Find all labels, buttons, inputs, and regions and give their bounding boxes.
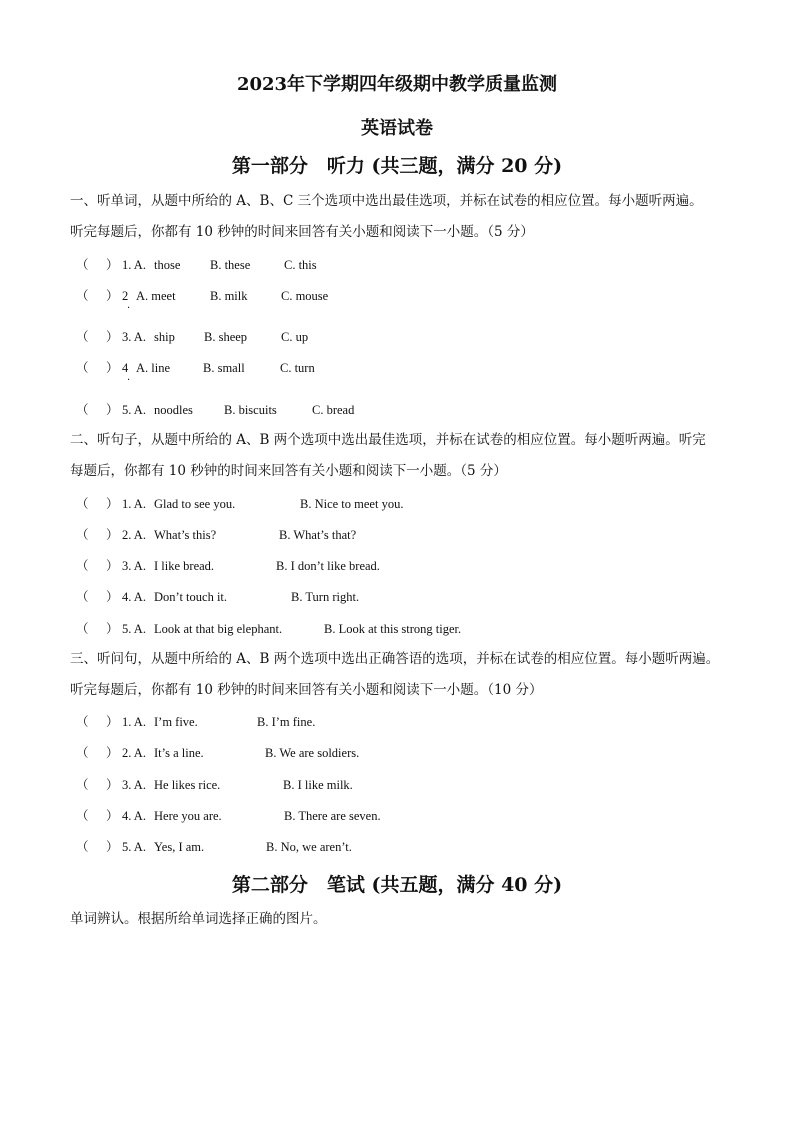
answer-paren-open: （	[76, 590, 89, 604]
answer-paren-close: ）	[106, 559, 119, 573]
section2-instruction-line1: 二、听句子，从题中所给的 A、B 两个选项中选出最佳选项，并标在试卷的相应位置。每小题听两遍。听完	[70, 432, 706, 448]
answer-paren-open: （	[76, 746, 89, 760]
option-a: Here you are.	[154, 809, 222, 823]
option-c: C. turn	[280, 361, 315, 375]
answer-paren-open: （	[76, 840, 89, 854]
option-b: B. We are soldiers.	[265, 746, 360, 760]
question-number: 5. A.	[122, 622, 146, 636]
s1-question-4	[76, 358, 756, 378]
section1-instruction-line1: 一、听单词，从题中所给的 A、B、C 三个选项中选出最佳选项，并标在试卷的相应位置。每小题听两遍。	[70, 193, 703, 209]
answer-paren-open: （	[76, 403, 89, 417]
dot-mark: ·	[127, 303, 131, 314]
s1-question-3	[76, 327, 756, 347]
question-number: 2	[122, 289, 129, 303]
answer-paren-open: （	[76, 528, 89, 542]
s3-question-3	[76, 775, 756, 795]
answer-paren-open: （	[76, 361, 89, 375]
option-b: B. these	[210, 258, 251, 272]
option-b: B. small	[203, 361, 245, 375]
option-a: He likes rice.	[154, 778, 221, 792]
dot-mark: ·	[127, 375, 131, 386]
section1-instruction-line2: 听完每题后，你都有 10 秒钟的时间来回答有关小题和阅读下一小题。（5 分）	[70, 224, 534, 240]
option-c: C. up	[281, 330, 309, 344]
question-number: 2. A.	[122, 528, 146, 542]
option-a: those	[154, 258, 181, 272]
question-number: 3. A.	[122, 778, 146, 792]
s1-question-2	[76, 286, 756, 306]
option-a: Don’t touch it.	[154, 590, 228, 604]
option-b: B. sheep	[204, 330, 248, 344]
option-b: B. I’m fine.	[257, 715, 316, 729]
answer-paren-close: ）	[106, 258, 119, 272]
s1-question-5	[76, 400, 756, 420]
answer-paren-close: ）	[106, 330, 119, 344]
s2-question-3	[76, 556, 756, 576]
option-a: Yes, I am.	[154, 840, 205, 854]
question-number: 1. A.	[122, 497, 146, 511]
answer-paren-close: ）	[106, 403, 119, 417]
option-b: B. No, we aren’t.	[266, 840, 352, 854]
answer-paren-close: ）	[106, 715, 119, 729]
answer-paren-open: （	[76, 809, 89, 823]
s2-question-2	[76, 525, 756, 545]
option-b: B. I like milk.	[283, 778, 353, 792]
option-a: Glad to see you.	[154, 497, 236, 511]
answer-paren-open: （	[76, 497, 89, 511]
s3-question-1	[76, 712, 756, 732]
option-c: C. mouse	[281, 289, 329, 303]
option-b: B. Look at this strong tiger.	[324, 622, 462, 636]
answer-paren-close: ）	[106, 778, 119, 792]
answer-paren-open: （	[76, 622, 89, 636]
question-number: 4. A.	[122, 590, 146, 604]
option-a: noodles	[154, 403, 193, 417]
option-b: B. There are seven.	[284, 809, 381, 823]
question-number: 5. A.	[122, 840, 146, 854]
option-a: It’s a line.	[154, 746, 204, 760]
s2-question-5	[76, 619, 756, 639]
option-a: Look at that big elephant.	[154, 622, 283, 636]
option-b: B. milk	[210, 289, 248, 303]
question-number: 2. A.	[122, 746, 146, 760]
option-a: I’m five.	[154, 715, 198, 729]
s1-question-1	[76, 255, 756, 275]
exam-title: 2023年下学期四年级期中教学质量监测	[236, 74, 558, 95]
answer-paren-close: ）	[106, 840, 119, 854]
s3-question-4	[76, 806, 756, 826]
answer-paren-open: （	[76, 258, 89, 272]
section3-instruction-line1: 三、听问句，从题中所给的 A、B 两个选项中选出正确答语的选项，并标在试卷的相应位置。每小题听两遍。	[70, 651, 720, 667]
s3-question-5	[76, 837, 756, 857]
option-b: B. I don’t like bread.	[276, 559, 380, 573]
option-b: B. What’s that?	[279, 528, 357, 542]
part1-heading: 第一部分 听力 (共三题，满分 20 分)	[231, 155, 563, 177]
option-b: B. Nice to meet you.	[300, 497, 404, 511]
exam-subtitle: 英语试卷	[361, 118, 433, 139]
question-number: 4	[122, 361, 129, 375]
question-number: 3. A.	[122, 559, 146, 573]
answer-paren-close: ）	[106, 746, 119, 760]
answer-paren-close: ）	[106, 289, 119, 303]
answer-paren-open: （	[76, 559, 89, 573]
answer-paren-open: （	[76, 330, 89, 344]
option-a: ship	[154, 330, 175, 344]
option-a: What’s this?	[154, 528, 217, 542]
part2-section1-instruction: 单词辨认。根据所给单词选择正确的图片。	[70, 911, 327, 927]
option-a: A. line	[136, 361, 171, 375]
question-number: 5. A.	[122, 403, 146, 417]
option-b: B. Turn right.	[291, 590, 360, 604]
answer-paren-close: ）	[106, 361, 119, 375]
s2-question-1	[76, 494, 756, 514]
question-number: 3. A.	[122, 330, 146, 344]
answer-paren-close: ）	[106, 590, 119, 604]
section3-instruction-line2: 听完每题后，你都有 10 秒钟的时间来回答有关小题和阅读下一小题。（10 分）	[70, 682, 543, 698]
option-a: A. meet	[136, 289, 176, 303]
answer-paren-close: ）	[106, 497, 119, 511]
question-number: 1. A.	[122, 258, 146, 272]
option-c: C. this	[284, 258, 317, 272]
s2-question-4	[76, 587, 756, 607]
answer-paren-open: （	[76, 778, 89, 792]
part2-heading: 第二部分 笔试 (共五题，满分 40 分)	[231, 874, 563, 896]
section2-instruction-line2: 每题后，你都有 10 秒钟的时间来回答有关小题和阅读下一小题。（5 分）	[70, 463, 507, 479]
question-number: 1. A.	[122, 715, 146, 729]
answer-paren-close: ）	[106, 809, 119, 823]
question-number: 4. A.	[122, 809, 146, 823]
answer-paren-close: ）	[106, 622, 119, 636]
answer-paren-open: （	[76, 289, 89, 303]
option-c: C. bread	[312, 403, 355, 417]
answer-paren-open: （	[76, 715, 89, 729]
s3-question-2	[76, 743, 756, 763]
answer-paren-close: ）	[106, 528, 119, 542]
option-b: B. biscuits	[224, 403, 277, 417]
option-a: I like bread.	[154, 559, 215, 573]
